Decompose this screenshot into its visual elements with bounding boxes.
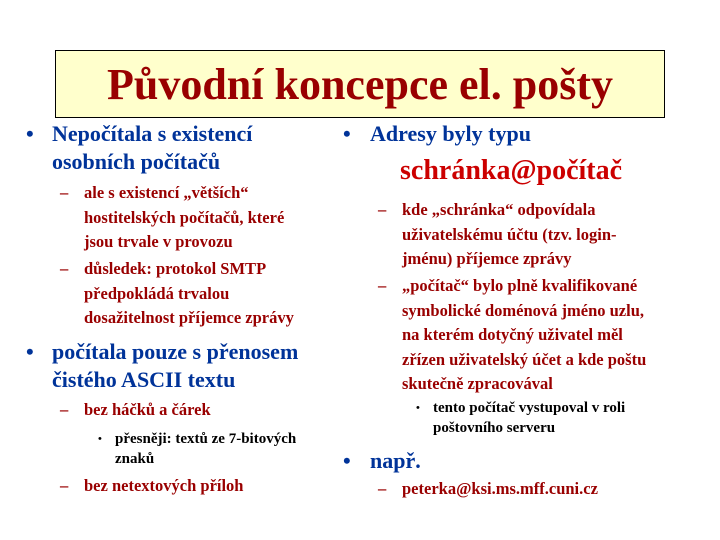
left-sub-2-line-3: dosažitelnost příjemce zprávy: [84, 308, 294, 327]
title-box: [55, 50, 665, 118]
left-bullet-2-line-1: počítala pouze s přenosem: [52, 339, 299, 364]
dash-icon: –: [60, 400, 69, 419]
right-sub-2: [378, 274, 646, 397]
dash-icon: –: [378, 200, 387, 219]
left-subsub-1-line-2: znaků: [115, 451, 155, 467]
left-subsub-1: [98, 429, 296, 469]
right-subsub-1: [416, 398, 625, 438]
dash-icon: –: [60, 259, 69, 278]
dash-icon: –: [378, 479, 387, 498]
left-bullet-1-line-1: Nepočítala s existencí: [52, 121, 253, 146]
bullet-icon: •: [343, 448, 351, 473]
left-sub-1-line-2: hostitelských počítačů, které: [84, 207, 285, 227]
dash-icon: –: [60, 183, 69, 202]
bullet-icon: •: [416, 402, 420, 414]
right-sub-3-text: peterka@ksi.ms.mff.cuni.cz: [402, 479, 598, 498]
left-sub-3-text: bez háčků a čárek: [84, 400, 211, 419]
right-subsub-1-line-2: poštovního serveru: [433, 420, 556, 436]
left-bullet-2-line-2: čistého ASCII textu: [52, 367, 236, 392]
right-sub-2-line-4: zřízen uživatelský účet a kde poštu: [402, 349, 647, 369]
right-bullet-2: [343, 447, 421, 475]
right-subsub-1-line-1: tento počítač vystupoval v roli: [433, 400, 626, 416]
right-sub-2-line-1: „počítač“ bylo plně kvalifikované: [402, 276, 638, 295]
left-sub-2: [60, 257, 294, 331]
right-sub-1-line-3: jménu) příjemce zprávy: [402, 249, 572, 268]
left-sub-2-line-1: důsledek: protokol SMTP: [84, 259, 267, 278]
address-format: schránka@počítač: [400, 155, 623, 186]
right-sub-2-line-2: symbolické doménová jméno uzlu,: [402, 300, 645, 320]
right-sub-1-line-2: uživatelskému účtu (tzv. login-: [402, 224, 617, 244]
right-sub-2-line-3: na kterém dotyčný uživatel měl: [402, 325, 623, 344]
right-sub-1: [378, 198, 617, 272]
left-sub-1-line-3: jsou trvale v provozu: [84, 232, 233, 251]
bullet-icon: •: [26, 339, 34, 364]
left-sub-4-text: bez netextových příloh: [84, 476, 244, 495]
left-sub-4: [60, 474, 243, 499]
bullet-icon: •: [26, 121, 34, 146]
right-bullet-1: [343, 120, 531, 148]
left-sub-2-line-2: předpokládá trvalou: [84, 283, 230, 303]
left-sub-1: [60, 181, 284, 255]
right-sub-1-line-1: kde „schránka“ odpovídala: [402, 200, 596, 219]
right-bullet-2-text: např.: [370, 448, 421, 473]
slide-title: Původní koncepce el. pošty: [106, 59, 614, 109]
dash-icon: –: [378, 276, 387, 295]
bullet-icon: •: [343, 121, 351, 146]
left-subsub-1-line-1: přesněji: textů ze 7-bitových: [115, 431, 297, 447]
bullet-icon: •: [98, 433, 102, 445]
right-sub-3: [378, 477, 598, 502]
left-sub-1-line-1: ale s existencí „větších“: [84, 183, 249, 202]
dash-icon: –: [60, 476, 69, 495]
left-bullet-2: [26, 338, 298, 394]
left-sub-3: [60, 398, 211, 423]
left-bullet-1-line-2: osobních počítačů: [52, 149, 221, 174]
left-bullet-1: [26, 120, 252, 176]
right-sub-2-line-5: skutečně zpracovával: [402, 374, 553, 393]
right-bullet-1-text: Adresy byly typu: [370, 121, 531, 146]
